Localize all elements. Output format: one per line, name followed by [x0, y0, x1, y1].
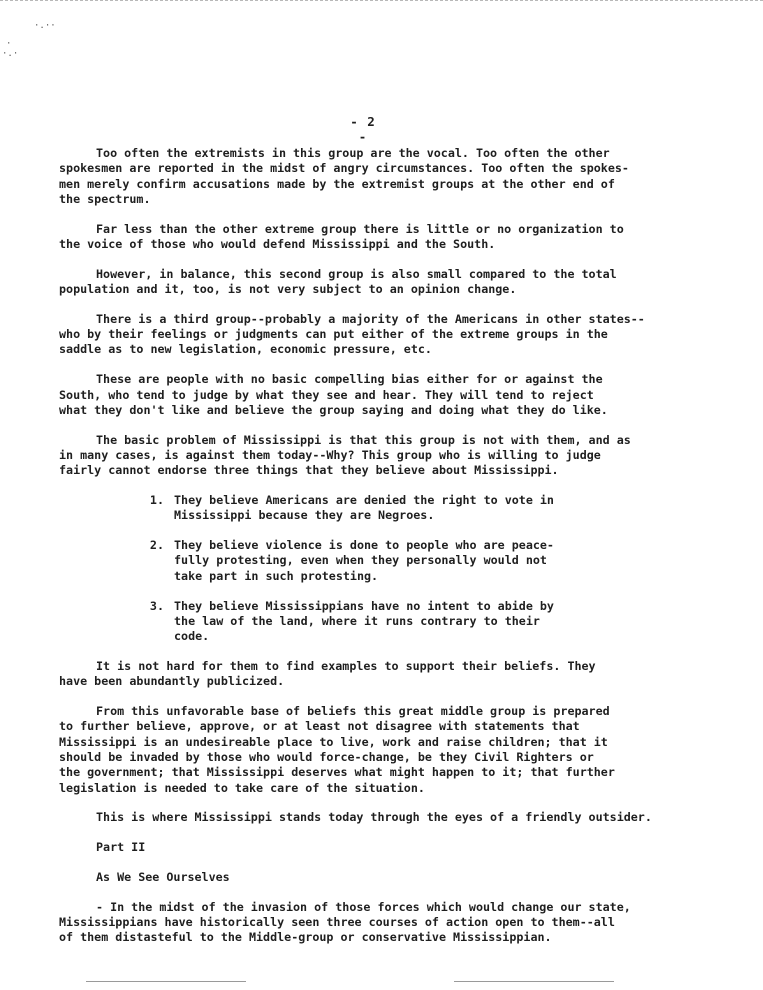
paragraph: Too often the extremists in this group are the vocal. Too often the other spokesmen are reported in the midst of angry circumstances. Too often the spokes- men merely confirm accusations made by the extremist groups at the other end of the spectrum.: [59, 146, 629, 206]
section-heading: As We See Ourselves: [96, 869, 230, 884]
paragraph: However, in balance, this second group is also small compared to the total population and it, too, is not very subject to an opinion change.: [59, 266, 617, 297]
paragraph: These are people with no basic compelling bias either for or against the South, who tend to judge by what they see and hear. They will tend to reject what they don't like and believe the group saying and doing what they do like.: [59, 372, 608, 417]
paragraph: This is where Mississippi stands today through the eyes of a friendly outsider.: [96, 810, 652, 825]
paragraph: The basic problem of Mississippi is that this group is not with them, and as in many cases, is against them today--Why? This group who is willing to judge fairly cannot endorse three things that they believe about Mississippi.: [59, 432, 631, 478]
list-number: 3.: [149, 598, 164, 613]
scan-speck: ·.·: [2, 49, 19, 59]
list-text: They believe Americans are denied the right to vote in Mississippi because they are Negroes.: [174, 493, 554, 523]
paragraph: There is a third group--probably a majority of the Americans in other states-- who by their feelings or judgments can put either of the extreme groups in the saddle as to new legislation, economic pressure, etc.: [59, 311, 645, 357]
list-number: 1.: [149, 493, 164, 508]
document-body: [59, 146, 699, 960]
paragraph: It is not hard for them to find examples to support their beliefs. They have been abundantly publicized.: [59, 658, 596, 689]
paragraph: Far less than the other extreme group there is little or no organization to the voice of those who would defend Mississippi and the South.: [59, 221, 624, 251]
list-text: They believe Mississippians have no intent to abide by the law of the land, where it runs contrary to their code.: [174, 598, 554, 644]
page-number: - 2 -: [350, 114, 376, 144]
list-number: 2.: [149, 538, 164, 553]
list-item: [59, 599, 699, 645]
list-item: [59, 538, 699, 584]
scan-speck: ·.··: [34, 21, 56, 31]
part-heading: Part II: [96, 840, 146, 855]
belief-list: [59, 493, 699, 644]
list-item: [59, 493, 699, 524]
list-text: They believe violence is done to people who are peace- fully protesting, even when they personally would not take part in such protesting.: [174, 538, 554, 583]
footer-rule: [454, 981, 614, 982]
scan-speck: ·: [6, 39, 12, 49]
paragraph: From this unfavorable base of beliefs this great middle group is prepared to further believe, approve, or at least not disagree with statements that Mississippi is an undesireable place to live, work and raise children; that it should be invaded by those who would force-change, be they Civil Righters or the government; that Mississippi deserves what might happen to it; that further legislation is needed to take care of the situation.: [59, 704, 615, 795]
paragraph: - In the midst of the invasion of those forces which would change our state, Mississippians have historically seen three courses of action open to them--all of them distasteful to the Middle-group or conservative Mississippian.: [59, 899, 631, 945]
footer-rule: [86, 981, 246, 982]
page-top-edge: [0, 0, 763, 1]
